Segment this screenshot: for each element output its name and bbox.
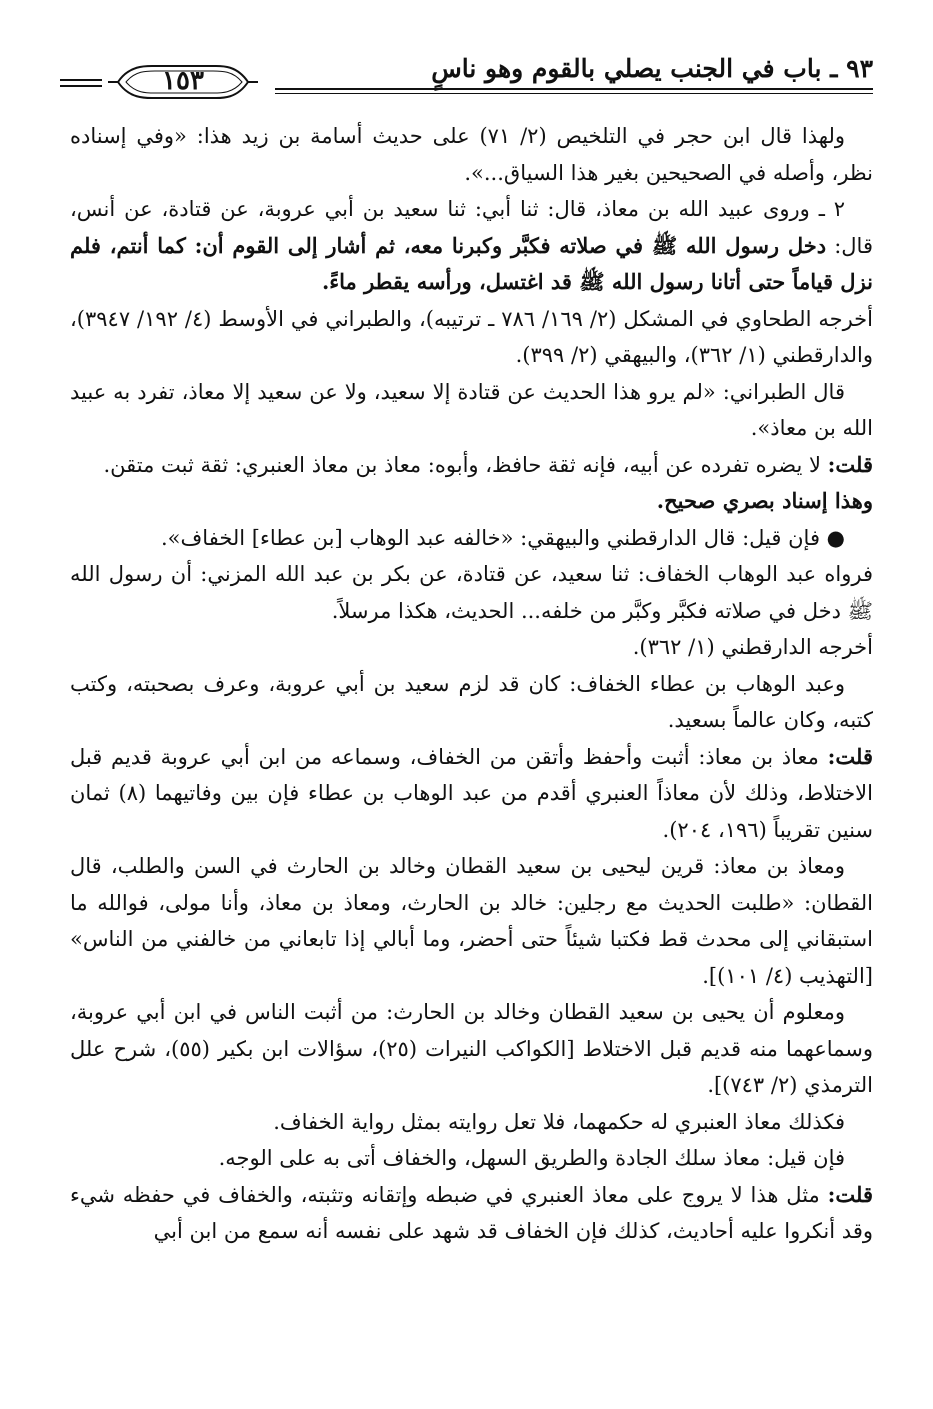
qult-label: قلت:	[827, 743, 873, 769]
paragraph-text: فكذلك معاذ العنبري له حكمهما، فلا تعل روايته بمثل رواية الخفاف.	[273, 1109, 845, 1134]
paragraph-text: وهذا إسناد بصري صحيح.	[656, 488, 873, 513]
paragraph-text: أخرجه الطحاوي في المشكل (٢/ ١٦٩/ ٧٨٦ ـ ترتيبه)، والطبراني في الأوسط (٤/ ١٩٢/ ٣٩٤٧)، والدارقطني (١/ ٣٦٢)، والبيهقي (٢/ ٣٩٩).	[70, 306, 873, 367]
page-body	[70, 118, 873, 1250]
paragraph-text: ومعلوم أن يحيى بن سعيد القطان وخالد بن الحارث: من أثبت الناس في ابن أبي عروبة، وسماعهما منه قديم قبل الاختلاط [الكواكب النيرات (٢٥)، سؤالات ابن بكير (٥٥)، شرح علل الترمذي (٢/ ٧٤٣)].	[70, 1000, 874, 1097]
paragraph-text: ● فإن قيل: قال الدارقطني والبيهقي: «خالفه عبد الوهاب [بن عطاء] الخفاف».	[161, 525, 845, 550]
header-ornament-icon	[60, 75, 102, 91]
paragraph-text: أخرجه الدارقطني (١/ ٣٦٢).	[632, 635, 873, 659]
paragraph-text: ومعاذ بن معاذ: قرين ليحيى بن سعيد القطان وخالد بن الحارث في السن والطلب، قال القطان: «طلبت الحديث مع رجلين: خالد بن الحارث، ومعاذ بن معاذ، وأنا مولى، فوالله ما استبقاني إلى محدث قط فكتبا شيئاً حتى أحضر، وما أبالي إذا تابعاني من خالفني من الناس» [التهذيب (٤/ ١٠١)].	[70, 854, 873, 988]
qult-label: قلت:	[827, 1181, 873, 1207]
paragraph-qult	[70, 1177, 873, 1250]
chapter-title: ٩٣ ـ باب في الجنب يصلي بالقوم وهو ناسٍ	[431, 54, 873, 83]
paragraph	[70, 848, 873, 994]
paragraph-text: وعبد الوهاب بن عطاء الخفاف: كان قد لزم سعيد بن أبي عروبة، وعرف بصحبته، وكتب كتبه، وكان عالماً بسعيد.	[70, 671, 873, 732]
paragraph-qult	[70, 447, 873, 484]
paragraph-text: معاذ بن معاذ: أثبت وأحفظ وأتقن من الخفاف، وسماعه من ابن أبي عروبة قديم قبل الاختلاط، وذلك لأن معاذاً العنبري أقدم من عبد الوهاب بن عطاء فإن بين وفاتيهما (٨) ثمان سنين تقريباً (١٩٦، ٢٠٤).	[70, 744, 873, 842]
paragraph-text: فإن قيل: معاذ سلك الجادة والطريق السهل، والخفاف أتى به على الوجه.	[218, 1146, 845, 1170]
paragraph-verdict	[70, 483, 873, 520]
page-number: ١٥٣	[162, 66, 204, 96]
paragraph-takhrij	[70, 301, 873, 374]
paragraph	[70, 1104, 873, 1141]
paragraph-hadith	[70, 191, 873, 301]
page-number-badge	[108, 60, 258, 104]
paragraph-text: ٢ ـ وروى عبيد الله بن معاذ، قال: ثنا أبي: ثنا سعيد بن أبي عروبة، عن قتادة، عن أنس، قال:	[70, 197, 873, 258]
qult-label: قلت:	[827, 451, 873, 477]
paragraph-qult	[70, 739, 873, 849]
header-rule-thin	[275, 93, 873, 94]
header-rule	[275, 88, 873, 90]
paragraph	[70, 666, 873, 739]
paragraph-text: فرواه عبد الوهاب الخفاف: ثنا سعيد، عن قتادة، عن بكر بن عبد الله المزني: أن رسول الله ﷺ دخل في صلاته فكبَّر وكبَّر من خلفه... الحديث، هكذا مرسلاً.	[70, 562, 873, 623]
paragraph	[70, 556, 873, 629]
paragraph	[70, 374, 873, 447]
paragraph-text: قال الطبراني: «لم يرو هذا الحديث عن قتادة إلا سعيد، ولا عن سعيد إلا معاذ، تفرد به عبيد الله بن معاذ».	[70, 379, 873, 440]
paragraph	[70, 118, 873, 191]
hadith-text: دخل رسول الله ﷺ في صلاته فكبَّر وكبرنا معه، ثم أشار إلى القوم أن: كما أنتم، فلم نزل قياماً حتى أتانا رسول الله ﷺ قد اغتسل، ورأسه يقطر ماءً.	[70, 232, 873, 294]
page-header	[70, 48, 873, 118]
paragraph-objection	[70, 520, 873, 557]
paragraph	[70, 994, 873, 1104]
paragraph-takhrij	[70, 629, 873, 666]
paragraph-text: مثل هذا لا يروج على معاذ العنبري في ضبطه وإتقانه وتثبته، والخفاف في حفظه شيء وقد أنكروا عليه أحاديث، كذلك فإن الخفاف قد شهد على نفسه أنه سمع من ابن أبي	[70, 1182, 873, 1243]
paragraph-text: ولهذا قال ابن حجر في التلخيص (٢/ ٧١) على حديث أسامة بن زيد هذا: «وفي إسناده نظر، وأصله في الصحيحين بغير هذا السياق...».	[70, 124, 873, 185]
paragraph	[70, 1140, 873, 1177]
paragraph-text: لا يضره تفرده عن أبيه، فإنه ثقة حافظ، وأبوه: معاذ بن معاذ العنبري: ثقة ثبت متقن.	[103, 452, 828, 477]
